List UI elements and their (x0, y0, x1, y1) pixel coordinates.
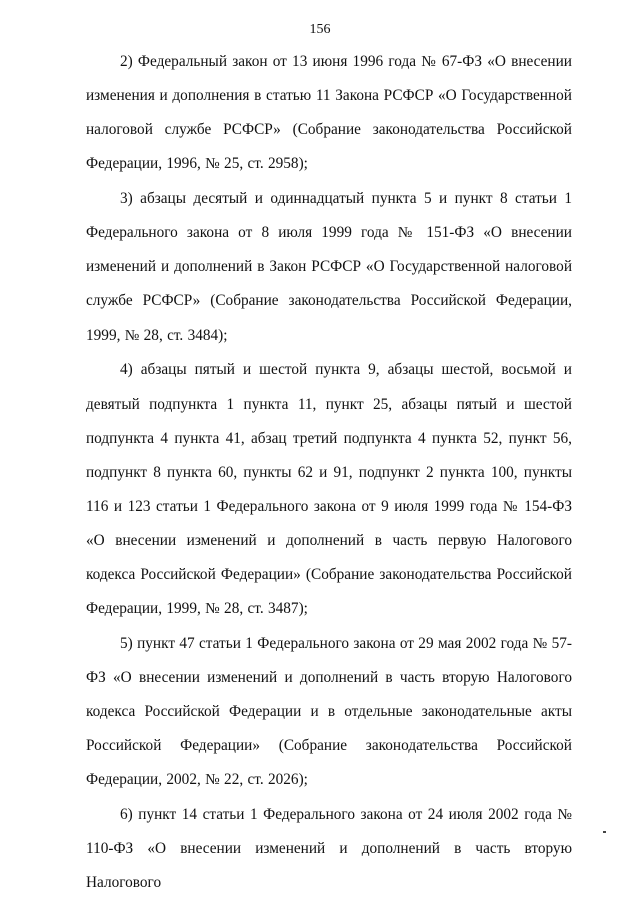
scan-mark (603, 831, 606, 833)
page-number: 156 (309, 22, 331, 37)
paragraph-5: 5) пункт 47 статьи 1 Федерального закона от 29 мая 2002 года № 57-ФЗ «О внесении изменений и дополнений в часть вторую Налогового кодекса Российской Федерации и в отдельные законодательные акты Российской Федерации» (Собрание законодательства Российской Федерации, 2002, № 22, ст. 2026); (86, 634, 572, 789)
paragraph-4: 4) абзацы пятый и шестой пункта 9, абзацы шестой, восьмой и девятый подпункта 1 пункта 11, пункт 25, абзацы пятый и шестой подпункта 4 пункта 41, абзац третий подпункта 4 пункта 52, пункт 56, подпункт 8 пункта 60, пункты 62 и 91, подпункт 2 пункта 100, пункты 116 и 123 статьи 1 Федерального закона от 9 июля 1999 года № 154-ФЗ «О внесении изменений и дополнений в часть первую Налогового кодекса Российской Федерации» (Собрание законодательства Российской Федерации, 1999, № 28, ст. 3487); (86, 361, 572, 618)
paragraph-3: 3) абзацы десятый и одиннадцатый пункта 5 и пункт 8 статьи 1 Федерального закона от 8 июля 1999 года № 151-ФЗ «О внесении изменений и дополнений в Закон РСФСР «О Государственной налоговой службе РСФСР» (Собрание законодательства Российской Федерации, 1999, № 28, ст. 3484); (86, 190, 572, 344)
paragraph-2: 2) Федеральный закон от 13 июня 1996 года № 67-ФЗ «О внесении изменения и дополнения в статью 11 Закона РСФСР «О Государственной налоговой службе РСФСР» (Собрание законодательства Российской Федерации, 1996, № 25, ст. 2958); (86, 53, 572, 173)
document-body (86, 45, 572, 901)
paragraph-6: 6) пункт 14 статьи 1 Федерального закона от 24 июля 2002 года № 110-ФЗ «О внесении изменений и дополнений в часть вторую Налогового (86, 806, 572, 892)
